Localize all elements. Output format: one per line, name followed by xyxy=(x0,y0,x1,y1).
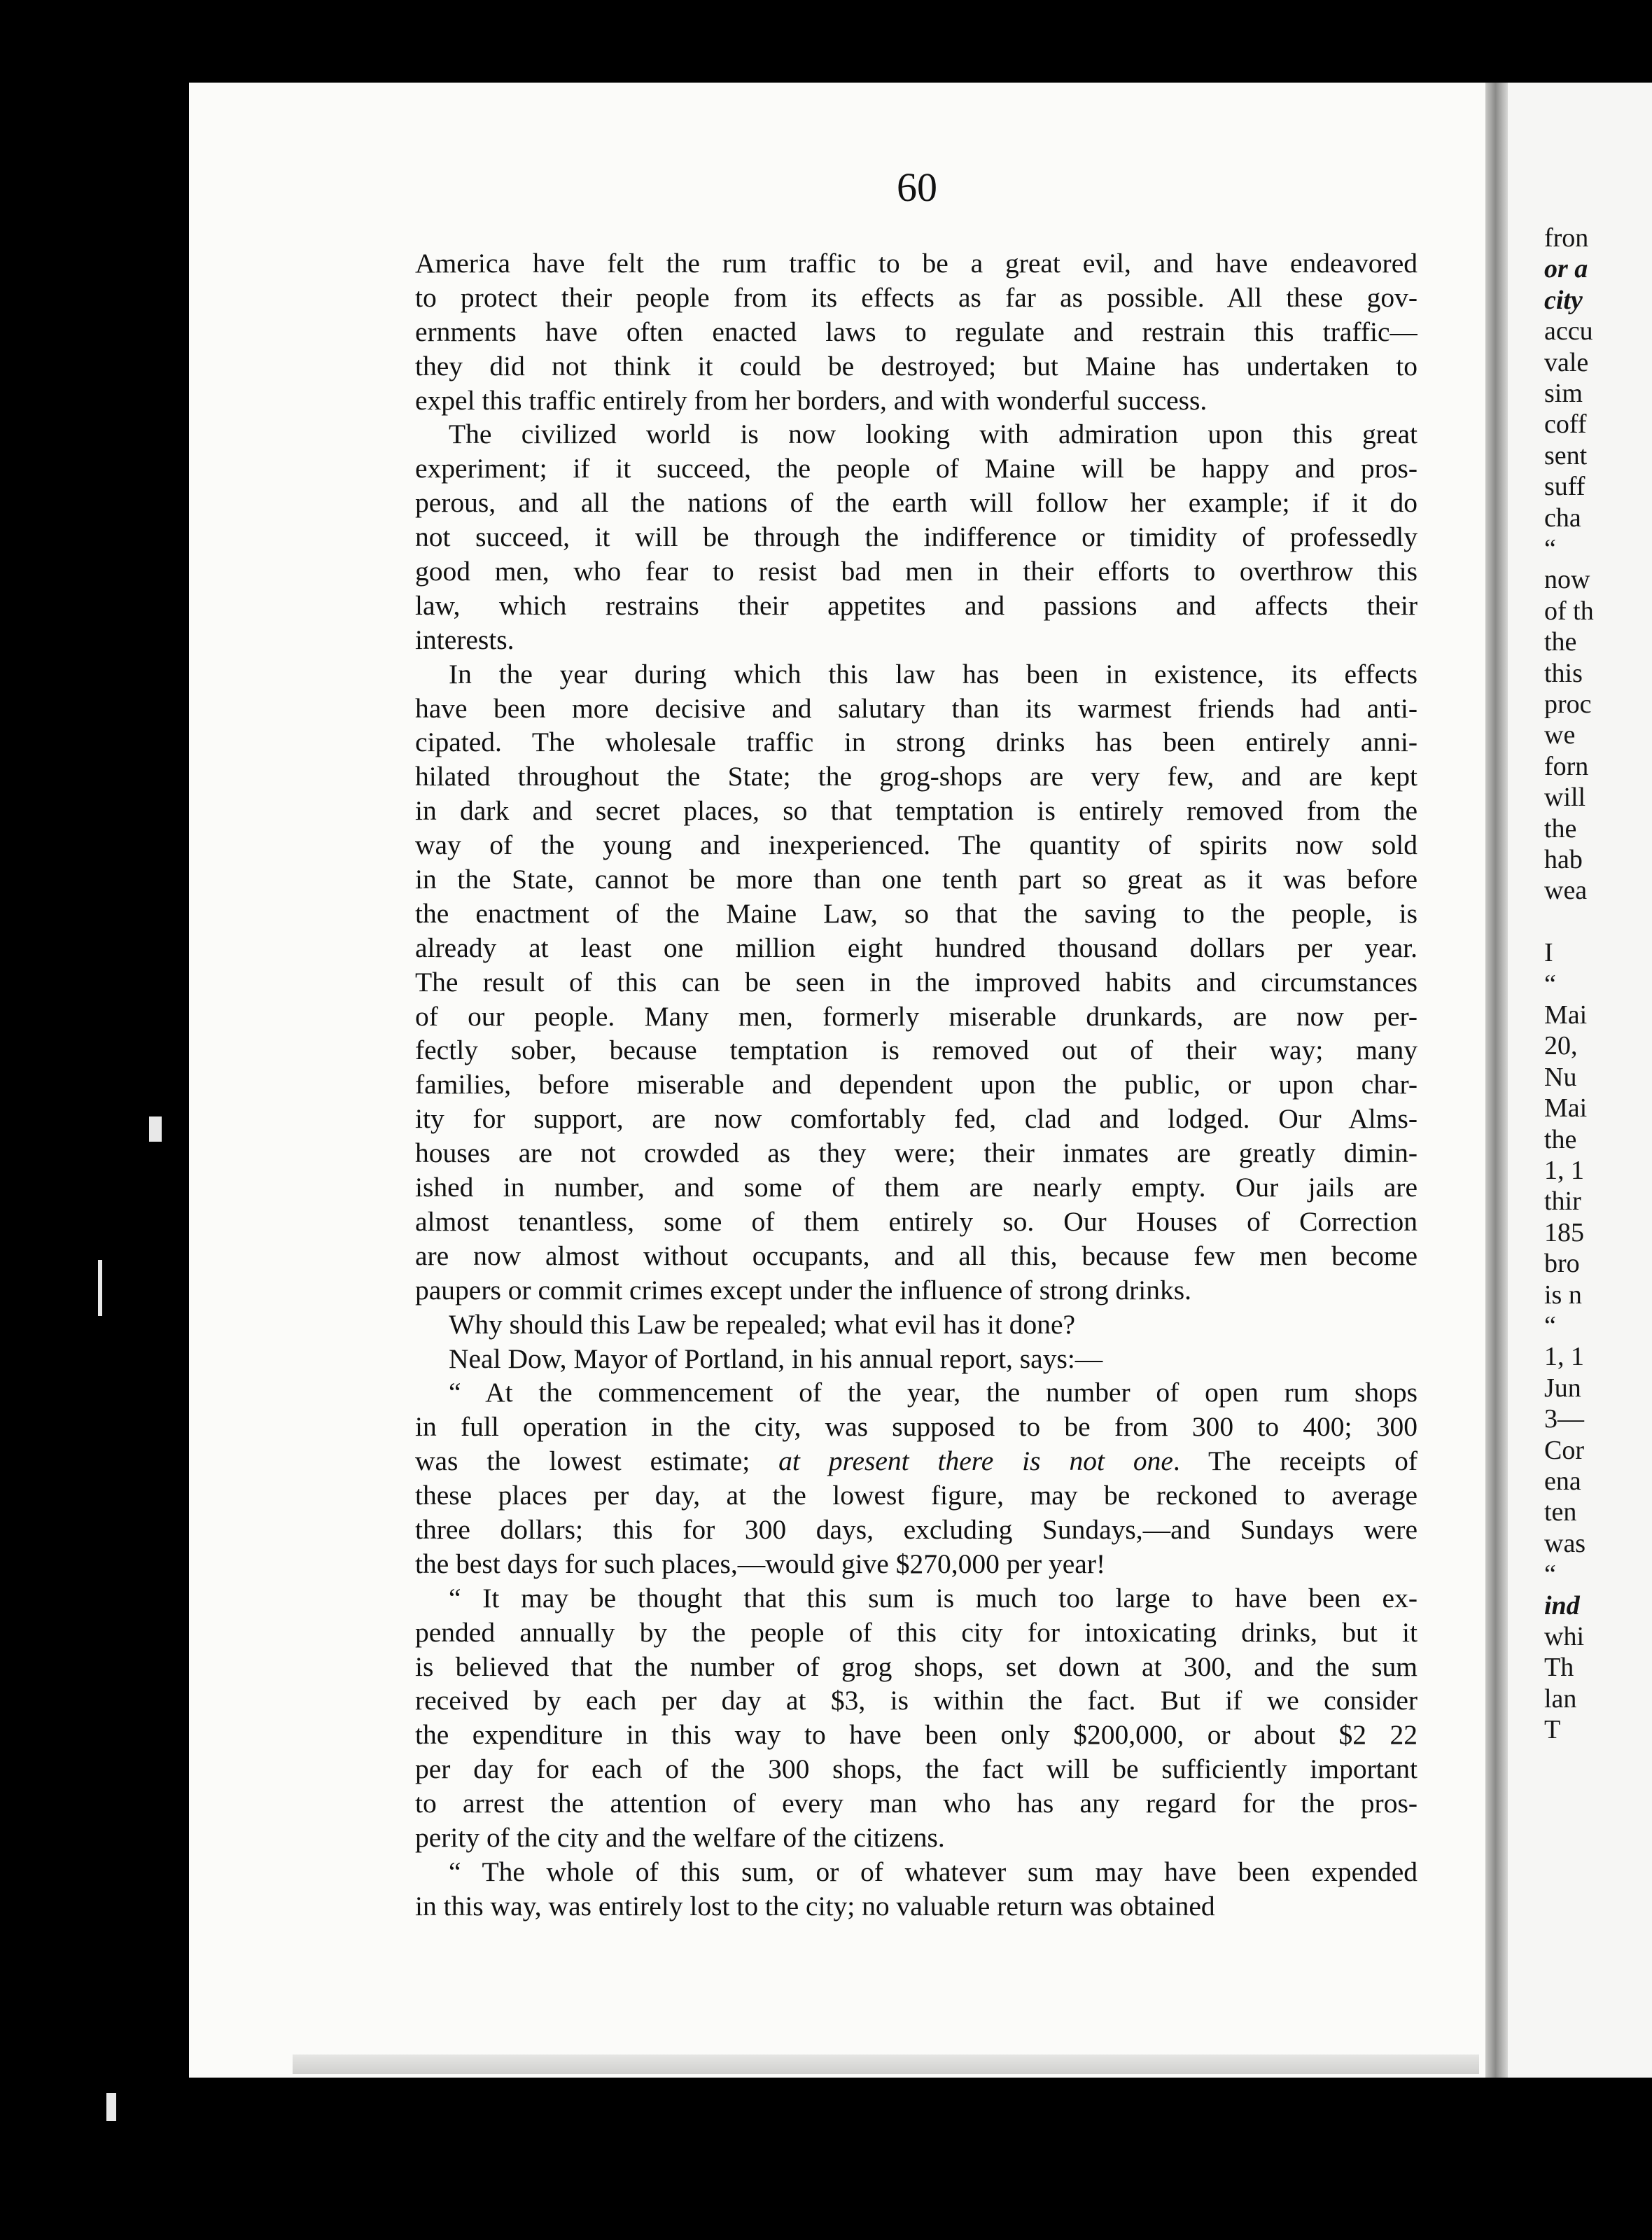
facing-page-text: “ xyxy=(1544,969,1556,999)
facing-page-text: T xyxy=(1544,1715,1561,1745)
facing-page-text: the xyxy=(1544,813,1577,844)
facing-page-text: the xyxy=(1544,1124,1577,1154)
facing-page-text: I xyxy=(1544,938,1553,968)
text-line: good men, who fear to resist bad men in their efforts to overthrow this xyxy=(415,556,1418,587)
text-line: Neal Dow, Mayor of Portland, in his annual report, says:— xyxy=(449,1343,1103,1374)
page-edge xyxy=(293,2054,1479,2074)
facing-page-text: Mai xyxy=(1544,1093,1588,1124)
facing-page-text: wea xyxy=(1544,876,1588,906)
text-line: is believed that the number of grog shops, set down at 300, and the sum xyxy=(415,1651,1418,1682)
text-line: hilated throughout the State; the grog-shops are very few, and are kept xyxy=(415,761,1418,792)
text-line: three dollars; this for 300 days, excluding Sundays,—and Sundays were xyxy=(415,1513,1418,1545)
facing-page-text: accu xyxy=(1544,316,1593,346)
text-line: the best days for such places,—would give $270,000 per year! xyxy=(415,1548,1106,1579)
text-line: America have felt the rum traffic to be a great evil, and have endeavored xyxy=(415,248,1418,279)
facing-page-text: was xyxy=(1544,1528,1586,1558)
facing-page-text: city xyxy=(1544,285,1583,315)
facing-page-text: vale xyxy=(1544,347,1589,377)
text-line: per day for each of the 300 shops, the fact will be sufficiently important xyxy=(415,1754,1418,1785)
text-line: The result of this can be seen in the improved habits and circumstances xyxy=(415,966,1418,997)
facing-page-text: will xyxy=(1544,783,1586,813)
facing-page-text: 1, 1 xyxy=(1544,1342,1584,1372)
text-line: perity of the city and the welfare of the citizens. xyxy=(415,1821,945,1853)
facing-page-text: forn xyxy=(1544,751,1589,781)
facing-page-text: “ xyxy=(1544,1560,1556,1590)
page-body-text xyxy=(415,246,1418,1924)
text-line: ished in number, and some of them are nearly empty. Our jails are xyxy=(415,1172,1418,1203)
facing-page-text: coff xyxy=(1544,410,1587,440)
facing-page-text: 185 xyxy=(1544,1217,1584,1247)
text-line: in full operation in the city, was supposed to be from 300 to 400; 300 xyxy=(415,1411,1418,1443)
facing-page-text: 20, xyxy=(1544,1031,1578,1061)
text-line: received by each per day at $3, is within the fact. But if we consider xyxy=(415,1685,1418,1716)
facing-page-text: this xyxy=(1544,658,1583,688)
text-line: almost tenantless, some of them entirely so. Our Houses of Correction xyxy=(415,1205,1418,1237)
facing-page-text: now xyxy=(1544,565,1590,595)
facing-page-text: cha xyxy=(1544,503,1581,533)
text-line: the enactment of the Maine Law, so that the saving to the people, is xyxy=(415,897,1418,929)
text-line: ernments have often enacted laws to regulate and restrain this traffic— xyxy=(415,316,1418,347)
text-line: in dark and secret places, so that temptation is entirely removed from the xyxy=(415,795,1418,827)
text-line: have been more decisive and salutary than its warmest friends had anti- xyxy=(415,692,1418,724)
text-line: to protect their people from its effects as far as possible. All these gov- xyxy=(415,281,1418,313)
text-line: Why should this Law be repealed; what evil has it done? xyxy=(449,1308,1076,1340)
text-line: The civilized world is now looking with admiration upon this great xyxy=(449,419,1418,450)
text-line: to arrest the attention of every man who has any regard for the pros- xyxy=(415,1788,1418,1819)
facing-page-text: 1, 1 xyxy=(1544,1156,1584,1185)
facing-page-text: is n xyxy=(1544,1280,1582,1310)
facing-page-text: “ xyxy=(1544,534,1556,564)
text-line: families, before miserable and dependent upon the public, or upon char- xyxy=(415,1069,1418,1100)
facing-page-text: thir xyxy=(1544,1186,1581,1217)
facing-page-text: whi xyxy=(1544,1622,1584,1651)
facing-page-text: hab xyxy=(1544,845,1583,874)
facing-page-text: ten xyxy=(1544,1497,1577,1527)
text-line: interests. xyxy=(415,624,514,655)
facing-page-text: or a xyxy=(1544,254,1588,284)
facing-page-text: proc xyxy=(1544,690,1592,719)
text-line: cipated. The wholesale traffic in strong drinks has been entirely anni- xyxy=(415,727,1418,758)
text-line: of our people. Many men, formerly miserable drunkards, are now per- xyxy=(415,1000,1418,1032)
facing-page-text: lan xyxy=(1544,1684,1577,1714)
facing-page-text: ind xyxy=(1544,1590,1580,1620)
text-line: already at least one million eight hundred thousand dollars per year. xyxy=(415,932,1418,963)
text-line: they did not think it could be destroyed; but Maine has undertaken to xyxy=(415,350,1418,382)
text-line: these places per day, at the lowest figure, may be reckoned to average xyxy=(415,1480,1418,1511)
page-number: 60 xyxy=(897,164,937,210)
facing-page-text: we xyxy=(1544,720,1576,750)
scan-speck xyxy=(98,1260,102,1316)
text-line: paupers or commit crimes except under the influence of strong drinks. xyxy=(415,1274,1191,1306)
text-line: In the year during which this law has been in existence, its effects xyxy=(449,658,1418,690)
text-line: ity for support, are now comfortably fed, clad and lodged. Our Alms- xyxy=(415,1103,1418,1135)
facing-page-text: fron xyxy=(1544,223,1589,253)
text-line: the expenditure in this way to have been only $200,000, or about $2 22 xyxy=(415,1719,1418,1751)
text-line: experiment; if it succeed, the people of Maine will be happy and pros- xyxy=(415,453,1418,484)
text-line: houses are not crowded as they were; their inmates are greatly dimin- xyxy=(415,1138,1418,1169)
text-line: pended annually by the people of this city for intoxicating drinks, but it xyxy=(415,1616,1418,1648)
text-line: in this way, was entirely lost to the city; no valuable return was obtained xyxy=(415,1890,1215,1921)
text-line: fectly sober, because temptation is removed out of their way; many xyxy=(415,1035,1418,1066)
facing-page-text: ena xyxy=(1544,1466,1581,1496)
facing-page-text: suff xyxy=(1544,472,1586,502)
text-line: law, which restrains their appetites and passions and affects their xyxy=(415,589,1418,621)
scan-speck xyxy=(106,2093,116,2121)
text-line: not succeed, it will be through the indifference or timidity of professedly xyxy=(415,522,1418,553)
facing-page-text: bro xyxy=(1544,1249,1580,1279)
facing-page-text: Cor xyxy=(1544,1435,1584,1465)
text-line: expel this traffic entirely from her borders, and with wonderful success. xyxy=(415,384,1208,416)
text-line: was the lowest estimate; at present there is not one. The receipts of xyxy=(415,1446,1418,1477)
text-line: “ The whole of this sum, or of whatever sum may have been expended xyxy=(449,1856,1418,1887)
facing-page-fragment xyxy=(1508,83,1652,2078)
facing-page-text: the xyxy=(1544,627,1577,657)
facing-page-text: Nu xyxy=(1544,1062,1577,1092)
facing-page-text: sent xyxy=(1544,440,1588,470)
text-line: are now almost without occupants, and all this, because few men become xyxy=(415,1240,1418,1271)
facing-page-text: of th xyxy=(1544,596,1594,626)
facing-page-text: Th xyxy=(1544,1653,1574,1683)
facing-page-text: 3— xyxy=(1544,1404,1584,1434)
facing-page-text: “ xyxy=(1544,1311,1556,1340)
facing-page-text: Jun xyxy=(1544,1373,1581,1403)
facing-page-text: sim xyxy=(1544,379,1583,408)
text-line: “ At the commencement of the year, the number of open rum shops xyxy=(449,1377,1418,1408)
scan-speck xyxy=(149,1116,162,1142)
book-spine xyxy=(1485,83,1508,2078)
facing-page-text: Mai xyxy=(1544,1000,1588,1030)
text-line: way of the young and inexperienced. The quantity of spirits now sold xyxy=(415,830,1418,861)
text-line: in the State, cannot be more than one tenth part so great as it was before xyxy=(415,864,1418,895)
text-line: “ It may be thought that this sum is much too large to have been ex- xyxy=(449,1582,1418,1614)
text-line: perous, and all the nations of the earth will follow her example; if it do xyxy=(415,487,1418,519)
